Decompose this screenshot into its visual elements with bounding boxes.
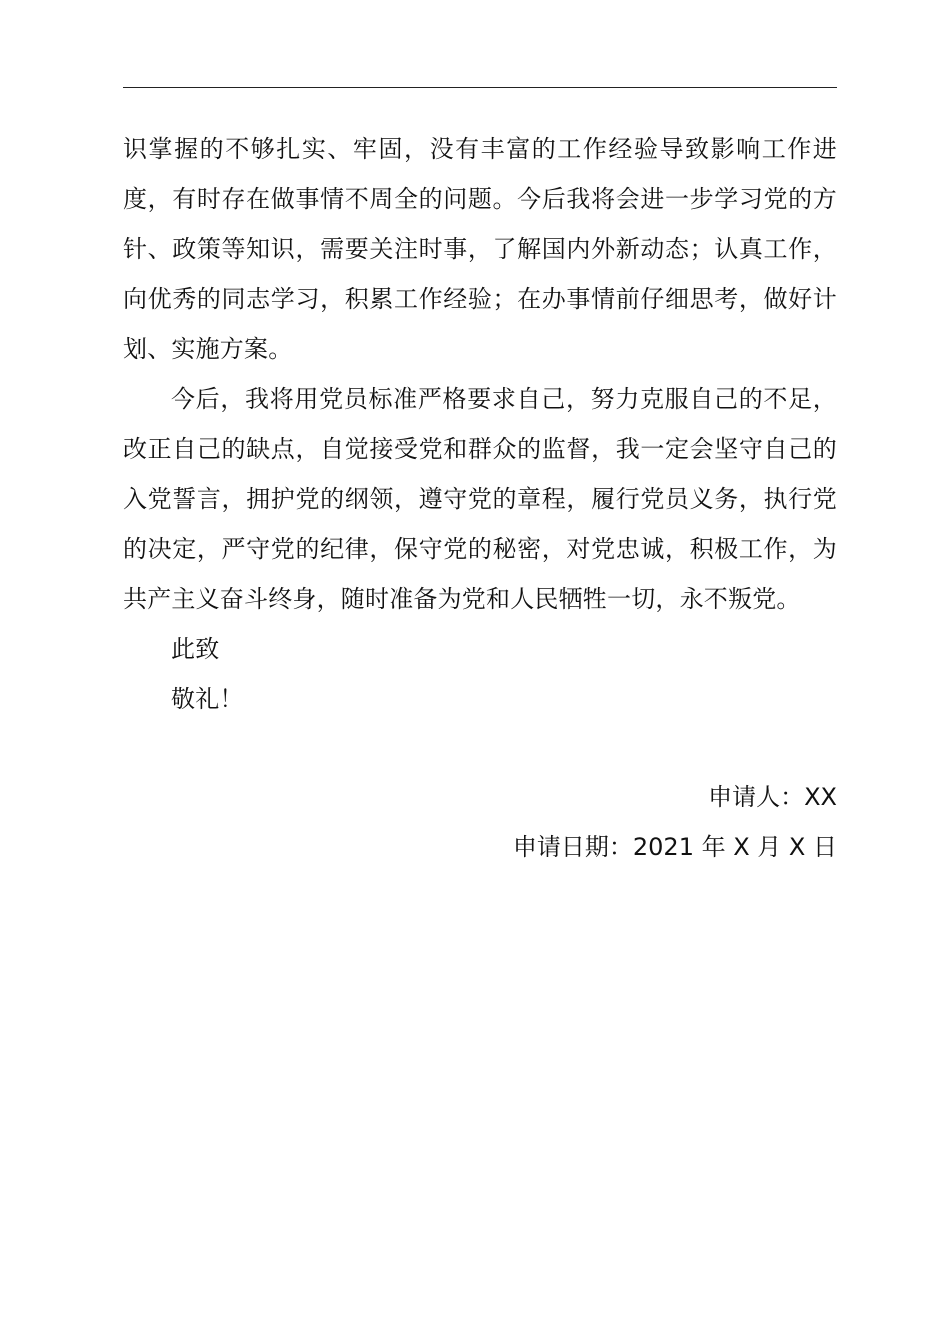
signature-block xyxy=(123,772,837,872)
closing-regards: 敬礼！ xyxy=(171,685,244,713)
paragraph-commitment: 今后，我将用党员标准严格要求自己，努力克服自己的不足，改正自己的缺点，自觉接受党和群众的监督，我一定会坚守自己的入党誓言，拥护党的纲领，遵守党的章程，履行党员义务，执行党的决定，严守党的纪律，保守党的秘密，对党忠诚，积极工作，为共产主义奋斗终身，随时准备为党和人民牺牲一切，永不叛党。 xyxy=(123,385,837,613)
letter-body xyxy=(123,124,837,724)
header-rule xyxy=(123,87,837,88)
applicant-name: 申请人：XX xyxy=(708,783,837,811)
closing-salutation: 此致 xyxy=(171,635,220,663)
paragraph-continued: 识掌握的不够扎实、牢固，没有丰富的工作经验导致影响工作进度，有时存在做事情不周全的问题。今后我将会进一步学习党的方针、政策等知识，需要关注时事，了解国内外新动态；认真工作，向优秀的同志学习，积累工作经验；在办事情前仔细思考，做好计划、实施方案。 xyxy=(123,135,837,363)
application-date: 申请日期：2021 年 X 月 X 日 xyxy=(512,833,837,861)
